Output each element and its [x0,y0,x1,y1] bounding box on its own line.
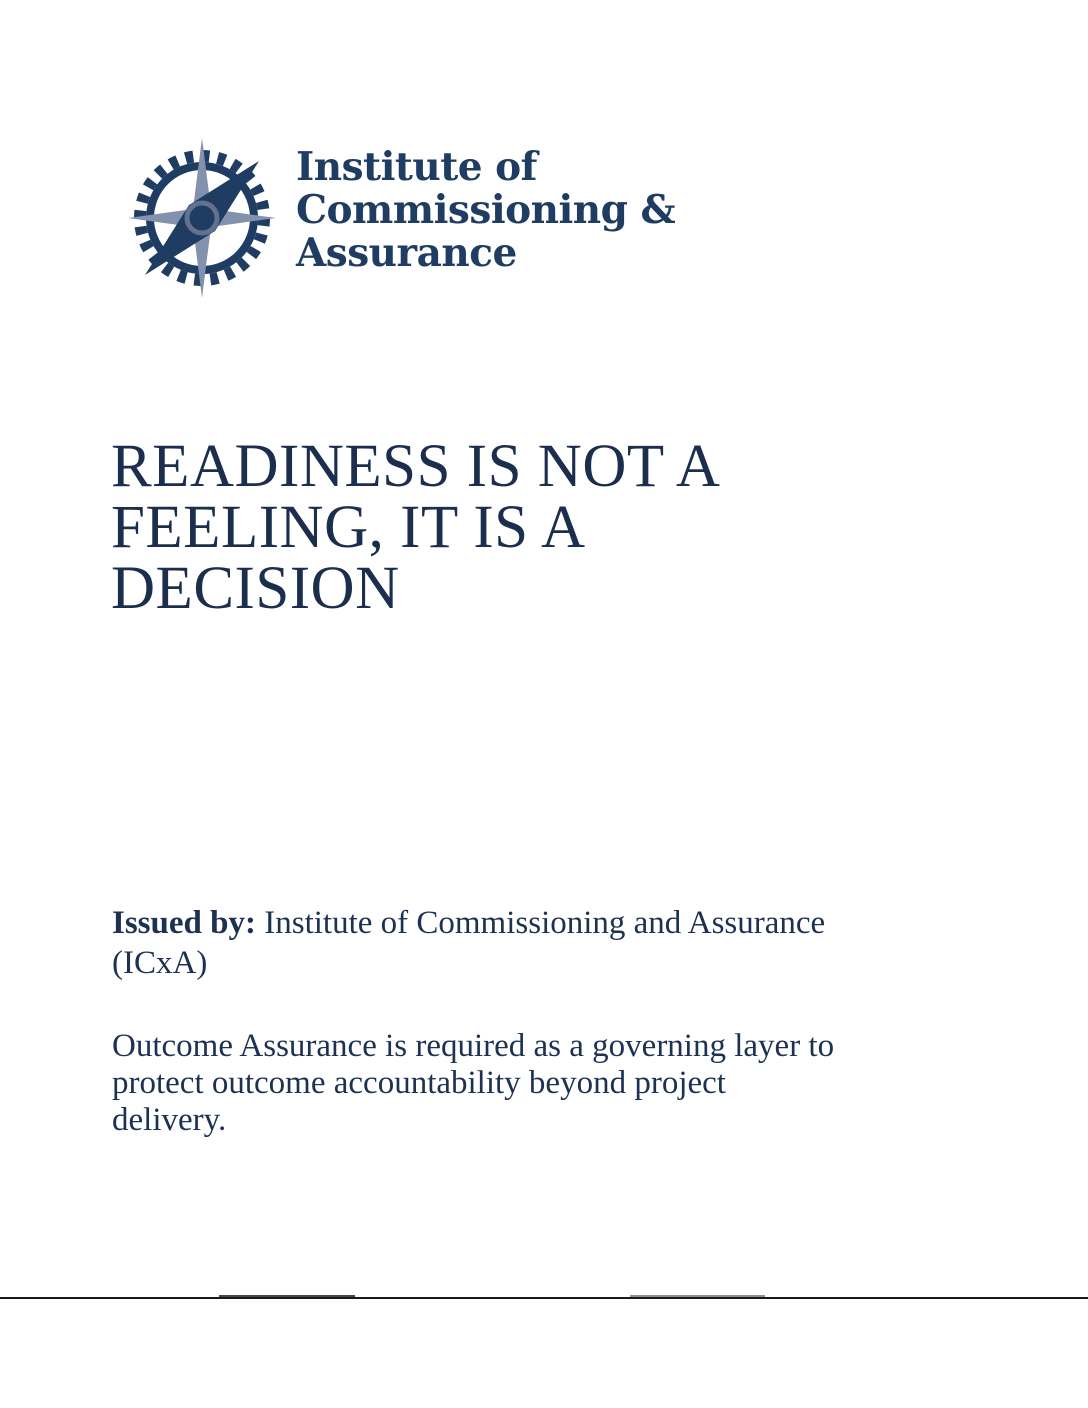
body-paragraph-line: delivery. [112,1102,227,1138]
issued-by-line: (ICxA) [112,945,208,981]
org-name [296,138,675,275]
footer-divider-segment [219,1295,355,1297]
issued-by-line [112,903,825,943]
compass-gear-icon [122,138,282,298]
page-title-line: DECISION [111,555,400,622]
page-title [111,433,721,622]
body-paragraph-line: Outcome Assurance is required as a governing layer to [112,1028,835,1064]
page-title-line: FEELING, IT IS A [111,494,586,561]
body-paragraph-line: protect outcome accountability beyond project [112,1065,726,1101]
org-name-line: Institute of [296,144,537,190]
footer-divider [0,1297,1088,1299]
issued-by-value: Institute of Commissioning and Assurance [255,905,826,941]
page-title-line: READINESS IS NOT A [111,433,721,500]
footer-divider-segment [630,1295,765,1297]
body-paragraph [112,1028,834,1139]
issued-by-label: Issued by: [112,905,256,941]
org-name-line: Assurance [296,230,517,276]
org-name-line: Commissioning & [296,187,676,233]
issued-by-paragraph [112,903,825,983]
org-logo [122,138,675,298]
